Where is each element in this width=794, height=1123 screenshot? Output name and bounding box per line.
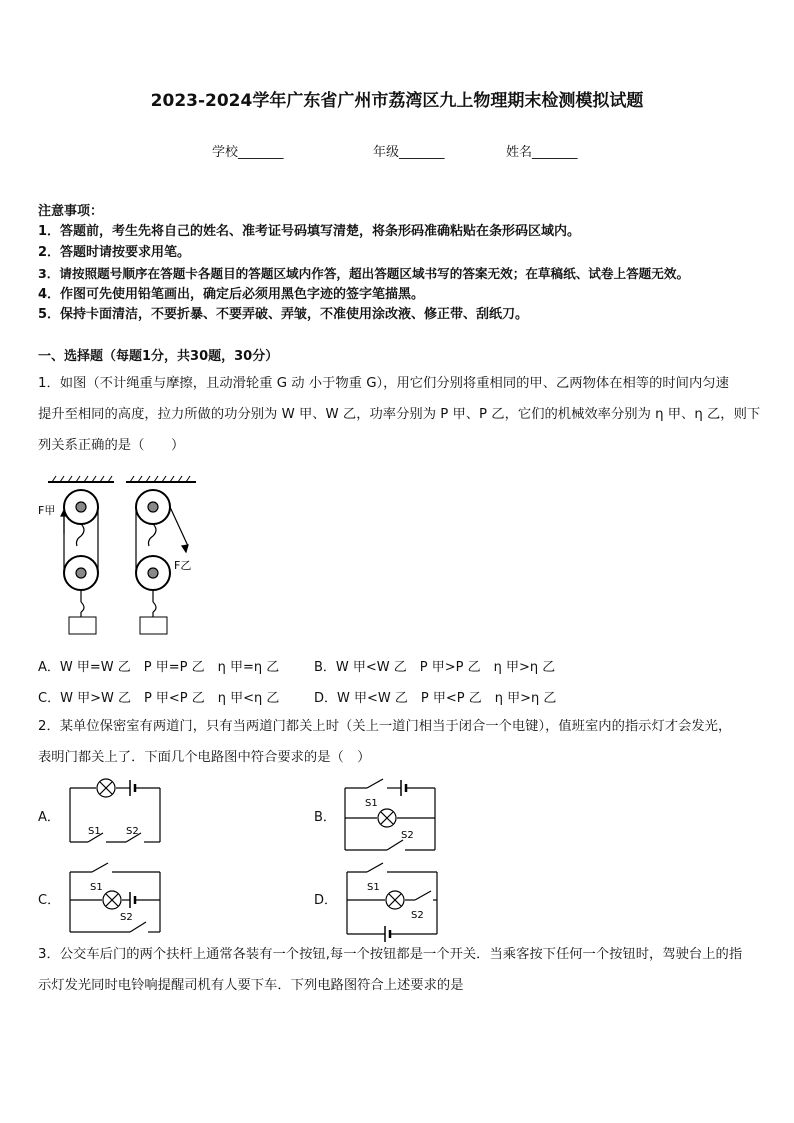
notice-item: 4．作图可先使用铅笔画出，确定后必须用黑色字迹的签字笔描黑。 — [38, 287, 425, 302]
s2-label: S2 — [120, 912, 133, 923]
s2-label: S2 — [401, 830, 414, 841]
question-2-text: 表明门都关上了．下面几个电路图中符合要求的是（ ） — [38, 750, 371, 765]
s2-label: S2 — [411, 910, 424, 921]
label-f-jia: F甲 — [38, 504, 56, 517]
option-d[interactable]: D．W 甲<W 乙 P 甲<P 乙 η 甲>η 乙 — [314, 691, 557, 706]
label-f-yi: F乙 — [174, 559, 192, 572]
circuit-option-b[interactable]: B． — [314, 810, 336, 825]
question-3-text: 示灯发光同时电铃响提醒司机有人要下车．下列电路图符合上述要求的是 — [38, 978, 464, 993]
pulley-figure — [36, 474, 206, 640]
question-1-text: 提升至相同的高度，拉力所做的功分别为 W 甲、W 乙，功率分别为 P 甲、P 乙，它们的机械效率分别为 η 甲、η 乙，则下 — [38, 407, 761, 422]
notice-item: 5．保持卡面清洁，不要折暴、不要弄破、弄皱，不准使用涂改液、修正带、刮纸刀。 — [38, 307, 529, 322]
circuit-option-a[interactable]: A． — [38, 810, 60, 825]
s1-label: S1 — [367, 882, 380, 893]
notice-item: 3．请按照题号顺序在答题卡各题目的答题区域内作答，超出答题区域书写的答案无效；在草稿纸、试卷上答题无效。 — [38, 266, 690, 281]
notice-item: 1．答题前，考生先将自己的姓名、准考证号码填写清楚，将条形码准确粘贴在条形码区域内。 — [38, 224, 581, 239]
school-field: 学校_______ — [212, 145, 284, 160]
circuit-b — [343, 776, 439, 854]
s1-label: S1 — [90, 882, 103, 893]
question-2-text: 2．某单位保密室有两道门，只有当两道门都关上时（关上一道门相当于闭合一个电键），值班室内的指示灯才会发光， — [38, 719, 732, 734]
circuit-c — [68, 860, 164, 936]
grade-field: 年级_______ — [373, 145, 445, 160]
question-3-text: 3．公交车后门的两个扶杆上通常各装有一个按钮,每一个按钮都是一个开关．当乘客按下任何一个按钮时，驾驶台上的指 — [38, 947, 743, 962]
s2-label: S2 — [126, 826, 139, 837]
notice-item: 2．答题时请按要求用笔。 — [38, 245, 191, 260]
circuit-a — [68, 778, 164, 848]
question-1-text: 1．如图（不计绳重与摩擦，且动滑轮重 G 动 小于物重 G），用它们分别将重相同的甲、乙两物体在相等的时间内匀速 — [38, 376, 729, 391]
option-a[interactable]: A．W 甲=W 乙 P 甲=P 乙 η 甲=η 乙 — [38, 660, 280, 675]
name-field: 姓名_______ — [506, 145, 578, 160]
s1-label: S1 — [365, 798, 378, 809]
option-c[interactable]: C．W 甲>W 乙 P 甲<P 乙 η 甲<η 乙 — [38, 691, 280, 706]
section-heading: 一、选择题（每题1分，共30题，30分） — [38, 349, 279, 364]
circuit-option-d[interactable]: D． — [314, 893, 338, 908]
option-b[interactable]: B．W 甲<W 乙 P 甲>P 乙 η 甲>η 乙 — [314, 660, 556, 675]
s1-label: S1 — [88, 826, 101, 837]
circuit-option-c[interactable]: C． — [38, 893, 61, 908]
question-1-text: 列关系正确的是（ ） — [38, 438, 185, 453]
notice-heading: 注意事项： — [38, 204, 104, 219]
page-title: 2023-2024学年广东省广州市荔湾区九上物理期末检测模拟试题 — [150, 91, 644, 111]
circuit-d — [345, 860, 441, 938]
